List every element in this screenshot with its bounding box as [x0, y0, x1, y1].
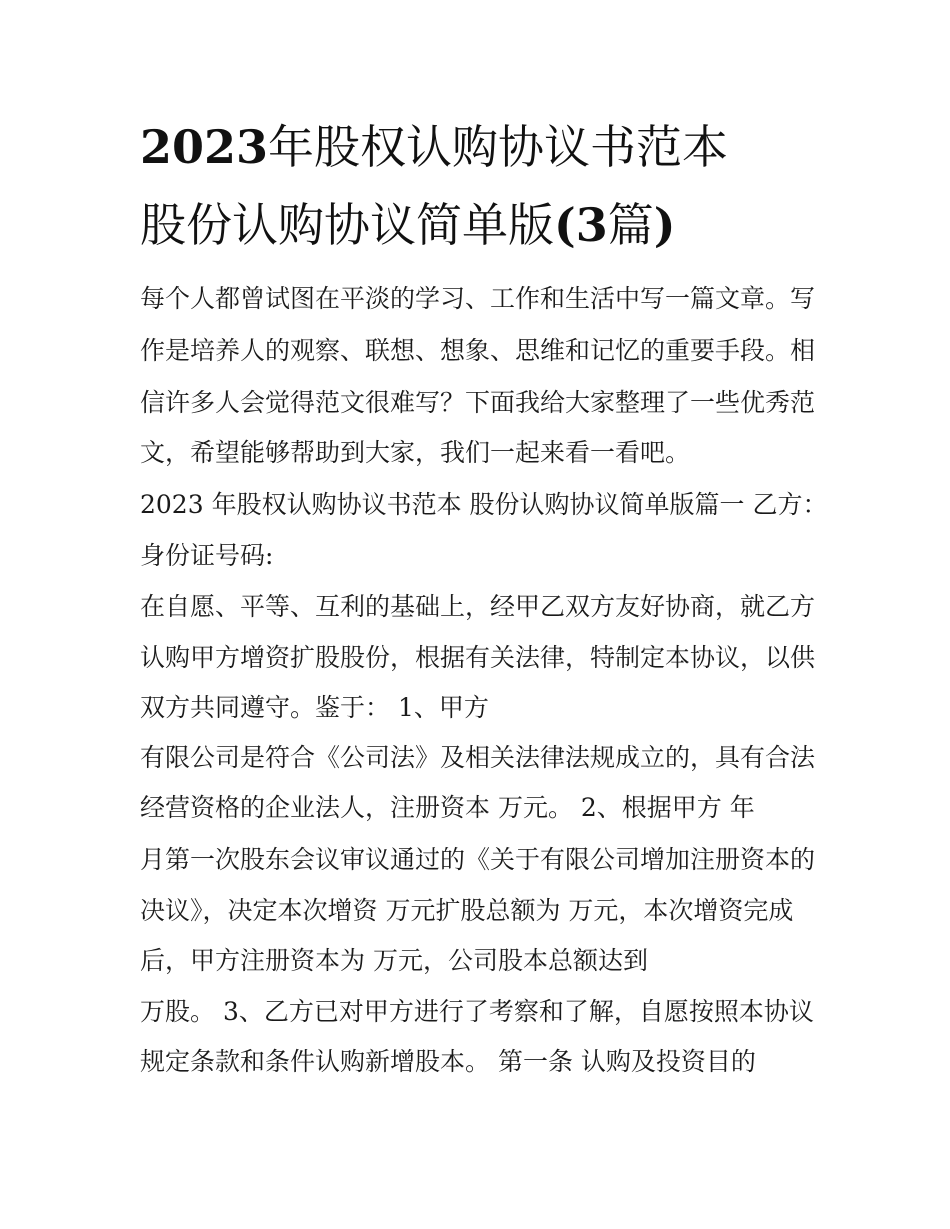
- body-line: 在自愿、平等、互利的基础上，经甲乙双方友好协商，就乙方: [140, 592, 816, 621]
- body-line: 认购甲方增资扩股股份，根据有关法律，特制定本协议，以供: [140, 643, 816, 672]
- body-line: 双方共同遵守。鉴于： 1、甲方: [140, 693, 489, 722]
- body-line: 规定条款和条件认购新增股本。 第一条 认购及投资目的: [140, 1047, 756, 1076]
- body-line: 身份证号码:: [140, 541, 274, 570]
- document-title-line-2: [140, 196, 840, 254]
- title-line-2-text: 股份认购协议简单版: [140, 198, 554, 252]
- title-close-paren: ): [653, 198, 676, 252]
- body-line: 每个人都曾试图在平淡的学习、工作和生活中写一篇文章。写: [140, 284, 816, 313]
- document-title-line-1: [140, 118, 840, 176]
- body-line: 2023 年股权认购协议书范本 股份认购协议简单版篇一 乙方：: [140, 490, 828, 519]
- body-line: 月第一次股东会议审议通过的《关于有限公司增加注册资本的: [140, 845, 816, 874]
- body-line: 经营资格的企业法人，注册资本 万元。 2、根据甲方 年: [140, 793, 755, 822]
- body-line: 有限公司是符合《公司法》及相关法律法规成立的，具有合法: [140, 743, 816, 772]
- body-line: 后，甲方注册资本为 万元，公司股本总额达到: [140, 946, 648, 975]
- body-line: 文，希望能够帮助到大家，我们一起来看一看吧。: [140, 438, 691, 467]
- body-line: 作是培养人的观察、联想、想象、思维和记忆的重要手段。相: [140, 336, 816, 365]
- body-line: 万股。 3、乙方已对甲方进行了考察和了解，自愿按照本协议: [140, 997, 814, 1026]
- body-line: 信许多人会觉得范文很难写？下面我给大家整理了一些优秀范: [140, 388, 816, 417]
- title-year: 2023: [140, 120, 269, 174]
- title-count-unit: 篇: [607, 198, 654, 252]
- title-count: (3: [554, 198, 608, 252]
- body-line: 决议》，决定本次增资 万元扩股总额为 万元，本次增资完成: [140, 896, 794, 925]
- title-line-1-text: 年股权认购协议书范本: [268, 120, 729, 174]
